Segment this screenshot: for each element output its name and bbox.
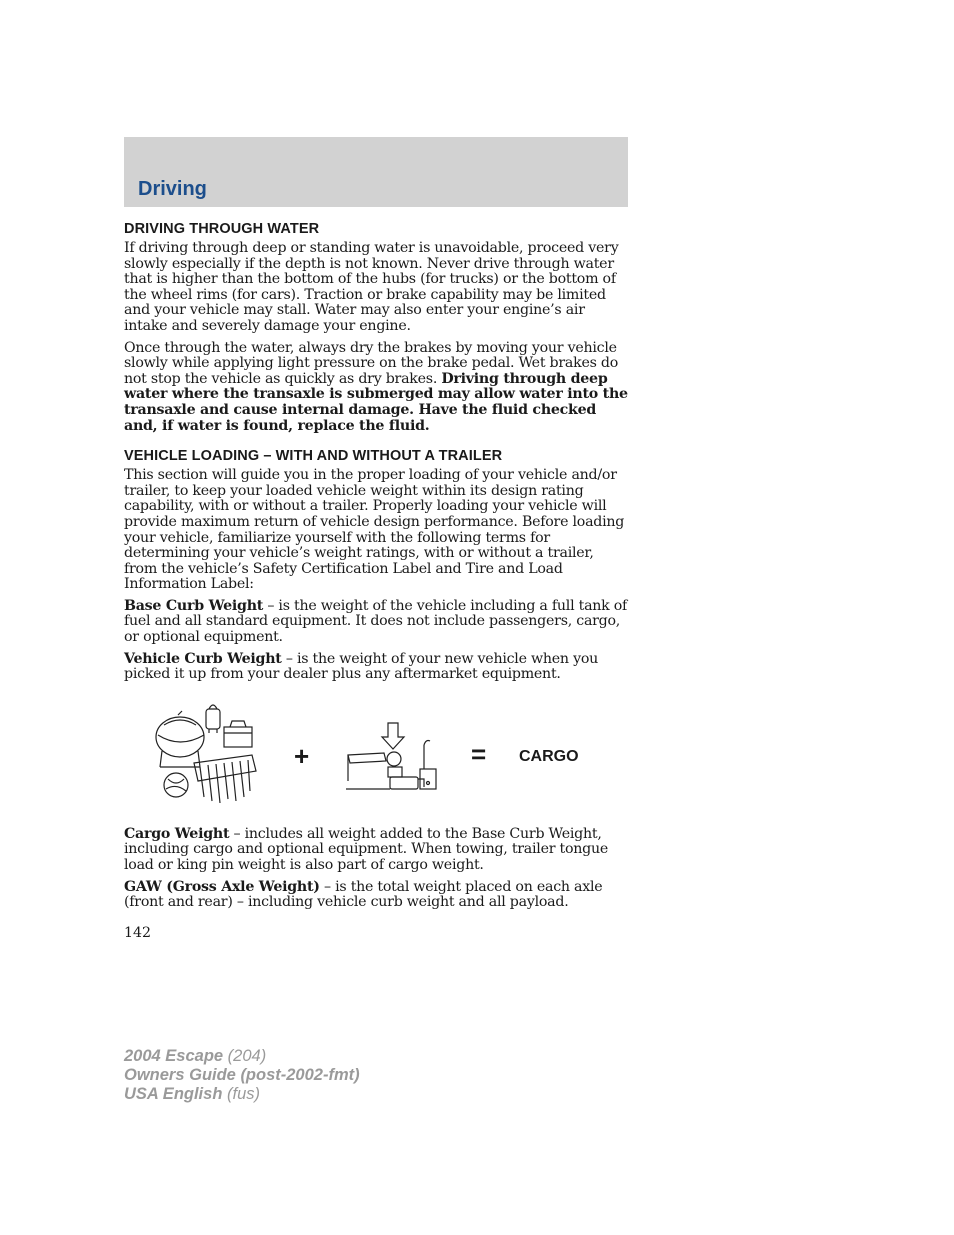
term-cargo-weight: Cargo Weight: [124, 825, 230, 842]
page-number: 142: [124, 924, 152, 941]
footer-language-code: (fus): [222, 1085, 260, 1103]
footer-line-2: Owners Guide (post-2002-fmt): [124, 1066, 360, 1084]
section-header-band: [124, 137, 628, 207]
trailer-hitch-illustration: [344, 719, 440, 795]
footer-language: USA English: [124, 1085, 223, 1103]
footer-line-1: [124, 1047, 360, 1066]
definition-vehicle-curb-weight: [124, 652, 630, 683]
paragraph-loading-intro: This section will guide you in the proper loading of your vehicle and/or trailer, to keep your loaded vehicle weight within its design rating capability, with or without a trailer. Properly loading your vehicle will provide maximum return of vehicle design performance. Before loading your vehicle, familiarize yourself with the following terms for determining your vehicle’s weight ratings, with or without a trailer, from the vehicle’s Safety Certification Label and Tire and Load Information Label:: [124, 467, 625, 593]
heading-vehicle-loading: VEHICLE LOADING – WITH AND WITHOUT A TRAILER: [124, 448, 503, 465]
footer-model-code: (204): [223, 1047, 267, 1065]
definition-gaw: [124, 880, 630, 911]
def-cargo-weight: – includes all weight added to the Base Curb Weight, including cargo and optional equipment. When towing, trailer tongue load or king pin weight is also part of cargo weight.: [124, 825, 609, 874]
footer-model: 2004 Escape: [124, 1047, 224, 1065]
def-gaw: – is the total weight placed on each axle (front and rear) – including vehicle curb weight and all payload.: [124, 878, 603, 911]
term-base-curb-weight: Base Curb Weight: [124, 597, 264, 614]
equals-sign: =: [471, 738, 487, 769]
plus-sign: +: [294, 740, 310, 771]
definition-cargo-weight: [124, 827, 630, 874]
page-content: [124, 221, 630, 941]
document-footer: [124, 1047, 360, 1104]
paragraph-water-2-text: Once through the water, always dry the brakes by moving your vehicle slowly while applying light pressure on the brake pedal. Wet brakes do not stop the vehicle as quickly as dry brakes.: [124, 339, 619, 387]
cargo-illustration: [124, 695, 630, 815]
warning-transaxle: Driving through deep water where the transaxle is submerged may allow water into the transaxle and cause internal damage. Have the fluid checked and, if water is found, replace the fluid.: [124, 370, 628, 434]
term-gaw: GAW (Gross Axle Weight): [124, 878, 320, 895]
paragraph-water-2: [124, 341, 630, 435]
cargo-items-illustration: [154, 701, 258, 809]
section-title: Driving: [138, 178, 207, 200]
paragraph-water-1: If driving through deep or standing water is unavoidable, proceed very slowly especially if the depth is not known. Never drive through water that is higher than the bottom of the hubs (for trucks) or the bottom of the wheel rims (for cars). Traction or brake capability may be limited and your vehicle may stall. Water may also enter your engine’s air intake and severely damage your engine.: [124, 240, 619, 334]
heading-driving-through-water: DRIVING THROUGH WATER: [124, 221, 320, 237]
def-base-curb-weight: – is the weight of the vehicle including a full tank of fuel and all standard equipment. It does not include passengers, cargo, or optional equipment.: [124, 597, 628, 646]
definition-base-curb-weight: [124, 599, 630, 646]
def-vehicle-curb-weight: – is the weight of your new vehicle when you picked it up from your dealer plus any aftermarket equipment.: [124, 650, 599, 683]
footer-line-3: [124, 1085, 360, 1104]
term-vehicle-curb-weight: Vehicle Curb Weight: [124, 650, 282, 667]
cargo-label: CARGO: [519, 747, 579, 765]
